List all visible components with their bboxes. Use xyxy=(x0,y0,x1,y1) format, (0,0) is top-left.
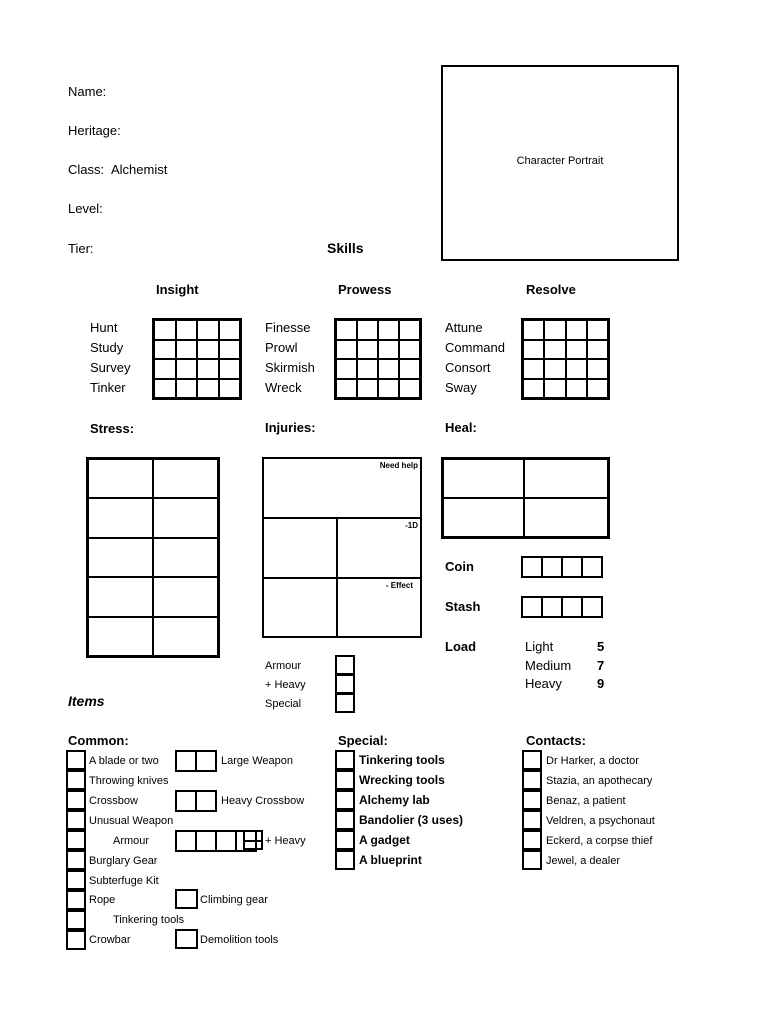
item-burglary-gear-label: Burglary Gear xyxy=(89,855,158,867)
armour-special-checkbox[interactable] xyxy=(335,693,355,713)
stress-label: Stress: xyxy=(90,421,135,436)
contact-checkbox[interactable] xyxy=(522,830,542,850)
item-crossbow-label: Crossbow xyxy=(89,795,138,807)
contact-item: Veldren, a psychonaut xyxy=(546,815,655,827)
special-item: Alchemy lab xyxy=(359,793,430,807)
injuries-box[interactable] xyxy=(262,457,422,638)
resolve-dots-grid[interactable] xyxy=(521,318,610,400)
contact-item: Dr Harker, a doctor xyxy=(546,755,639,767)
heal-label: Heal: xyxy=(445,420,477,435)
load-heavy-value: 9 xyxy=(597,676,605,691)
item-checkbox[interactable] xyxy=(66,770,86,790)
resolve-title: Resolve xyxy=(526,282,576,297)
armour-heavy-checkbox[interactable] xyxy=(335,674,355,694)
special-checkbox[interactable] xyxy=(335,850,355,870)
item-checkbox[interactable] xyxy=(66,910,86,930)
level-label: Level: xyxy=(68,201,103,216)
item-checkbox[interactable] xyxy=(66,930,86,950)
special-checkbox[interactable] xyxy=(335,770,355,790)
item-climbing-gear-checkbox[interactable] xyxy=(175,889,198,909)
special-checkbox[interactable] xyxy=(335,750,355,770)
special-item: Bandolier (3 uses) xyxy=(359,813,464,827)
class-label: Class: xyxy=(68,162,105,177)
contact-checkbox[interactable] xyxy=(522,790,542,810)
skill-command: Command xyxy=(445,340,505,355)
item-checkbox[interactable] xyxy=(66,790,86,810)
skill-finesse: Finesse xyxy=(265,320,311,335)
contact-item: Jewel, a dealer xyxy=(546,855,620,867)
special-checkbox[interactable] xyxy=(335,830,355,850)
item-crowbar-label: Crowbar xyxy=(89,934,131,946)
armour-checkbox[interactable] xyxy=(335,655,355,675)
prowess-skill-list xyxy=(265,318,315,398)
item-checkbox[interactable] xyxy=(66,870,86,890)
coin-track[interactable] xyxy=(521,556,603,578)
character-portrait-box[interactable] xyxy=(441,65,679,261)
skill-hunt: Hunt xyxy=(90,320,118,335)
skill-sway: Sway xyxy=(445,380,477,395)
items-title: Items xyxy=(68,693,105,709)
coin-label: Coin xyxy=(445,559,474,574)
stash-label: Stash xyxy=(445,599,481,614)
contact-item: Benaz, a patient xyxy=(546,795,626,807)
portrait-label: Character Portrait xyxy=(516,155,604,167)
armour-special-label: Special xyxy=(265,698,302,710)
item-heavy-crossbow-label: Heavy Crossbow xyxy=(221,795,305,807)
skills-title: Skills xyxy=(327,240,364,256)
skill-wreck: Wreck xyxy=(265,380,302,395)
tier-label: Tier: xyxy=(68,241,94,256)
load-label: Load xyxy=(445,639,477,654)
skill-prowl: Prowl xyxy=(265,340,298,355)
contact-checkbox[interactable] xyxy=(522,750,542,770)
name-label: Name: xyxy=(68,84,107,99)
heritage-label: Heritage: xyxy=(68,123,121,138)
insight-skill-list xyxy=(90,318,130,398)
item-checkbox[interactable] xyxy=(66,810,86,830)
special-item: Tinkering tools xyxy=(359,753,445,767)
load-light-label[interactable]: Light xyxy=(525,639,554,654)
class-value: Alchemist xyxy=(111,162,168,177)
contact-item: Eckerd, a corpse thief xyxy=(546,835,653,847)
skill-survey: Survey xyxy=(90,360,131,375)
item-tinkering-tools-label: Tinkering tools xyxy=(113,914,185,926)
insight-dots-grid[interactable] xyxy=(152,318,242,400)
load-heavy-label[interactable]: Heavy xyxy=(525,676,562,691)
prowess-title: Prowess xyxy=(338,282,392,297)
special-item: A blueprint xyxy=(359,853,422,867)
skill-skirmish: Skirmish xyxy=(265,360,315,375)
item-throwing-knives-label: Throwing knives xyxy=(89,775,169,787)
item-checkbox[interactable] xyxy=(66,850,86,870)
contact-checkbox[interactable] xyxy=(522,770,542,790)
item-demolition-tools-label: Demolition tools xyxy=(200,934,279,946)
item-checkbox[interactable] xyxy=(66,890,86,910)
prowess-dots-grid[interactable] xyxy=(334,318,422,400)
load-light-value: 5 xyxy=(597,639,605,654)
injuries-label: Injuries: xyxy=(265,420,316,435)
item-plus-heavy-label: + Heavy xyxy=(265,835,306,847)
item-armour-heavy-checkbox[interactable] xyxy=(243,830,263,850)
special-item: A gadget xyxy=(359,833,410,847)
item-subterfuge-kit-label: Subterfuge Kit xyxy=(89,875,159,887)
special-checkbox[interactable] xyxy=(335,790,355,810)
special-checkbox[interactable] xyxy=(335,810,355,830)
skill-tinker: Tinker xyxy=(90,380,126,395)
item-armour-label: Armour xyxy=(113,835,150,847)
item-large-weapon-label: Large Weapon xyxy=(221,755,293,767)
contact-checkbox[interactable] xyxy=(522,810,542,830)
item-demolition-tools-checkbox[interactable] xyxy=(175,929,198,949)
contacts-title: Contacts: xyxy=(526,733,586,748)
large-weapon-checkboxes[interactable] xyxy=(175,750,217,772)
item-blade-label: A blade or two xyxy=(89,755,159,767)
common-title: Common: xyxy=(68,733,129,748)
skill-study: Study xyxy=(90,340,124,355)
heal-clock-grid[interactable] xyxy=(441,457,610,539)
insight-title: Insight xyxy=(156,282,199,297)
item-checkbox[interactable] xyxy=(66,750,86,770)
resolve-skill-list xyxy=(445,318,505,398)
item-unusual-weapon-label: Unusual Weapon xyxy=(89,815,174,827)
stress-track-grid[interactable] xyxy=(86,457,220,658)
special-title: Special: xyxy=(338,733,388,748)
minus-effect-label: - Effect xyxy=(385,581,413,590)
need-help-label: Need help xyxy=(379,461,418,470)
stash-track[interactable] xyxy=(521,596,603,618)
special-item: Wrecking tools xyxy=(359,773,445,787)
contact-checkbox[interactable] xyxy=(522,850,542,870)
skill-consort: Consort xyxy=(445,360,491,375)
skill-attune: Attune xyxy=(445,320,483,335)
load-medium-value: 7 xyxy=(597,658,605,673)
contact-item: Stazia, an apothecary xyxy=(546,775,653,787)
item-climbing-gear-label: Climbing gear xyxy=(200,894,268,906)
item-checkbox[interactable] xyxy=(66,830,86,850)
heavy-crossbow-checkboxes[interactable] xyxy=(175,790,217,812)
load-medium-label[interactable]: Medium xyxy=(525,658,572,673)
armour-label: Armour xyxy=(265,660,302,672)
minus-1d-label: -1D xyxy=(405,521,418,530)
item-rope-label: Rope xyxy=(89,894,116,906)
armour-heavy-label: + Heavy xyxy=(265,679,306,691)
